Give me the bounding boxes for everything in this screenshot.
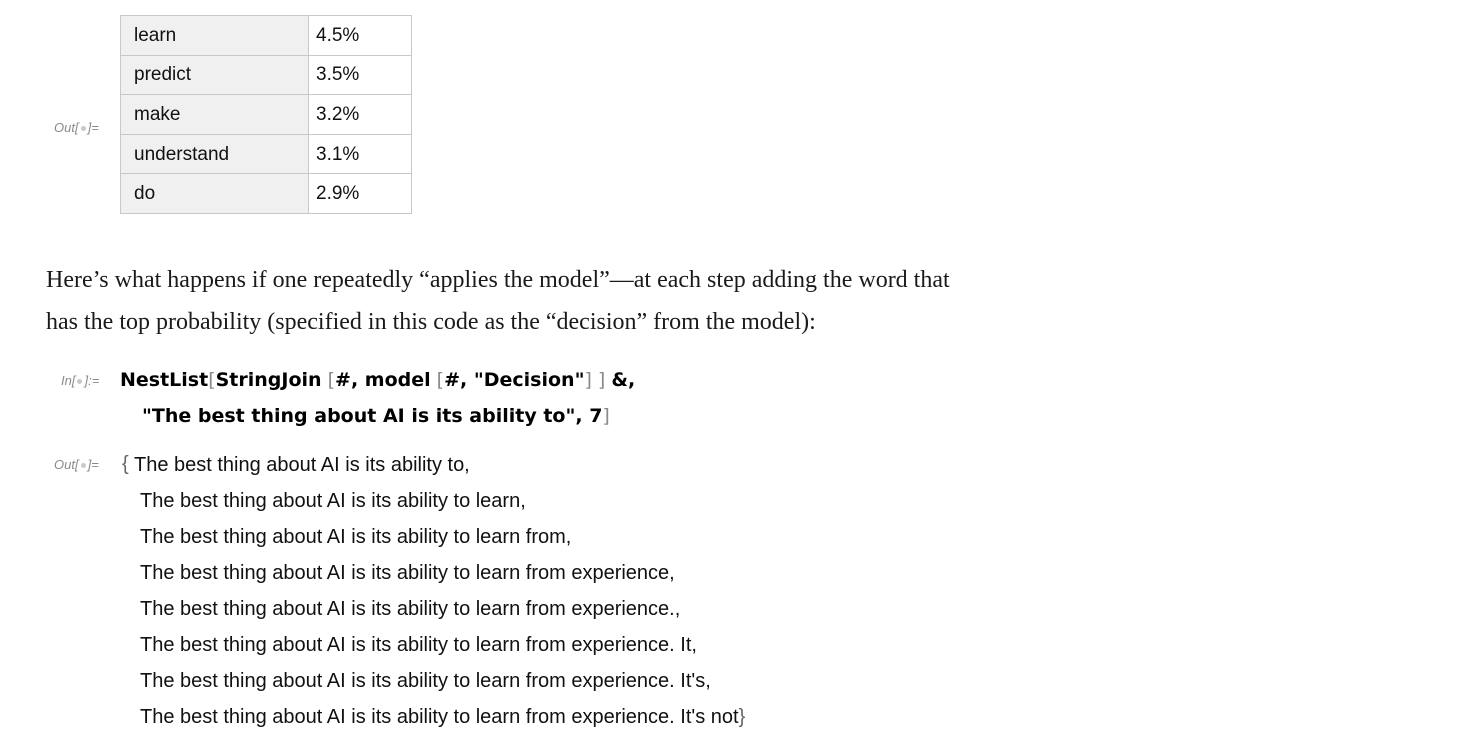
- cell-dot-icon: [81, 126, 86, 131]
- table-cell-probability: 3.5%: [309, 55, 412, 95]
- table-cell-probability: 4.5%: [309, 16, 412, 56]
- out-label-prefix: Out[: [54, 457, 79, 472]
- probability-table: [120, 15, 412, 214]
- in-cell-label: [61, 373, 99, 388]
- table-cell-probability: 3.1%: [309, 134, 412, 174]
- list-item: The best thing about AI is its ability to learn from experience,: [140, 562, 675, 584]
- code-stringjoin: StringJoin: [215, 369, 322, 391]
- out-label-suffix: ]=: [87, 120, 99, 135]
- input-code-line-1[interactable]: [120, 369, 635, 391]
- code-bracket: [: [208, 369, 216, 391]
- table-row: [121, 16, 412, 56]
- code-prompt-string: "The best thing about AI is its ability to", 7: [142, 405, 603, 427]
- code-arg-model: #, model: [335, 369, 431, 391]
- out-cell-label: [54, 120, 99, 135]
- cell-dot-icon: [77, 379, 82, 384]
- list-item: The best thing about AI is its ability to learn from experience. It's,: [140, 670, 711, 692]
- code-bracket: [: [430, 369, 445, 391]
- table-row: [121, 55, 412, 95]
- table-cell-word: make: [121, 95, 309, 135]
- out-list-cell-label: [54, 457, 99, 472]
- table-row: [121, 174, 412, 214]
- code-bracket: [: [321, 369, 336, 391]
- code-bracket: ] ]: [584, 369, 612, 391]
- table-cell-probability: 3.2%: [309, 95, 412, 135]
- list-item: The best thing about AI is its ability to,: [134, 454, 470, 476]
- code-tail: &,: [611, 369, 636, 391]
- close-brace: }: [738, 706, 746, 728]
- open-brace: {: [122, 453, 129, 475]
- in-label-suffix: ]:=: [84, 373, 100, 388]
- list-item: The best thing about AI is its ability to learn from experience. It,: [140, 634, 697, 656]
- table-row: [121, 95, 412, 135]
- table-cell-word: learn: [121, 16, 309, 56]
- table-cell-word: understand: [121, 134, 309, 174]
- out-label-suffix: ]=: [87, 457, 99, 472]
- code-arg-decision: #, "Decision": [444, 369, 585, 391]
- paragraph-line-2: has the top probability (specified in this code as the “decision” from the model):: [46, 309, 816, 335]
- code-nestlist: NestList: [120, 369, 209, 391]
- in-label-prefix: In[: [61, 373, 76, 388]
- cell-dot-icon: [81, 463, 86, 468]
- input-code-line-2[interactable]: [142, 405, 610, 427]
- list-item: The best thing about AI is its ability to learn,: [140, 490, 526, 512]
- table-cell-probability: 2.9%: [309, 174, 412, 214]
- list-item: The best thing about AI is its ability to learn from,: [140, 526, 572, 548]
- code-bracket: ]: [602, 405, 610, 427]
- explanation-paragraph: [46, 259, 1146, 343]
- table-cell-word: do: [121, 174, 309, 214]
- paragraph-line-1: Here’s what happens if one repeatedly “applies the model”—at each step adding the word that: [46, 267, 950, 293]
- list-item: The best thing about AI is its ability to learn from experience. It's not}: [140, 706, 746, 728]
- table-row: [121, 134, 412, 174]
- out-label-prefix: Out[: [54, 120, 79, 135]
- list-item: The best thing about AI is its ability to learn from experience.,: [140, 598, 681, 620]
- table-cell-word: predict: [121, 55, 309, 95]
